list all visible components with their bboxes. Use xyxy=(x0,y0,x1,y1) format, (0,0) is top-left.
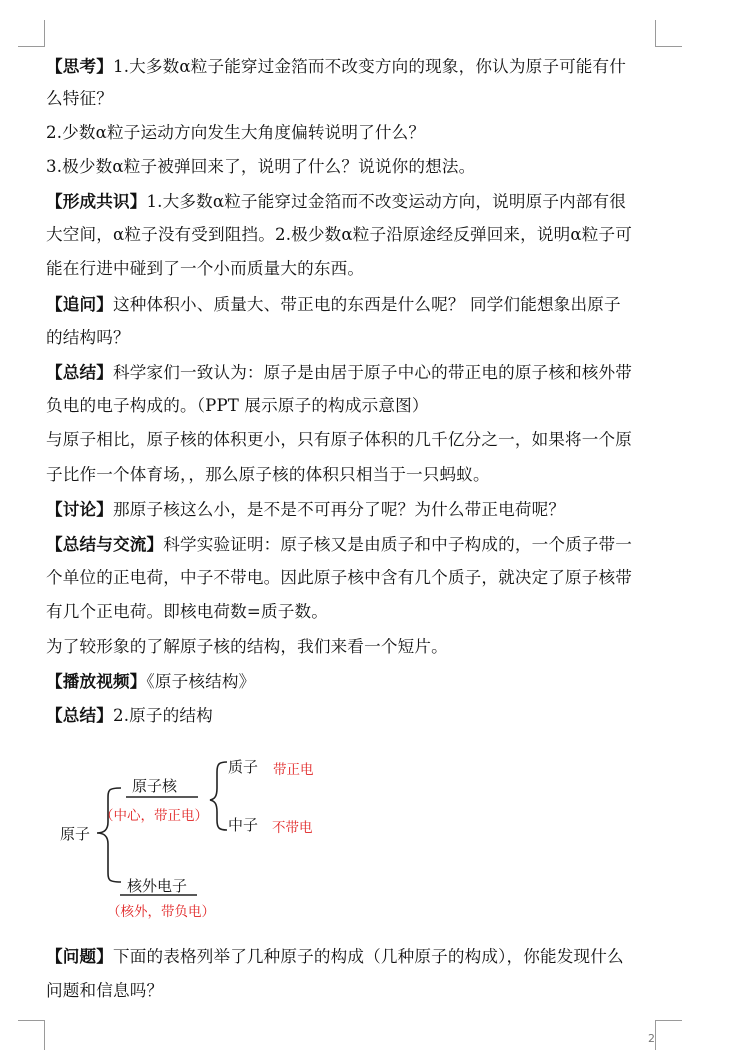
question-line-1 xyxy=(46,946,666,967)
exchange-line-1 xyxy=(46,534,666,555)
paragraph-text: 1.大多数α粒子能穿过金箔而不改变运动方向，说明原子内部有很 xyxy=(146,192,627,211)
root-brace xyxy=(97,788,121,882)
paragraph-text: 1.大多数α粒子能穿过金箔而不改变方向的现象，你认为原子可能有什 xyxy=(112,57,627,76)
paragraph-text: 科学家们一致认为：原子是由居于原子中心的带正电的原子核和核外带 xyxy=(112,363,633,382)
paragraph-tag: 【总结】 xyxy=(46,362,113,382)
paragraph-tag: 【播放视频】 xyxy=(46,671,147,691)
paragraph-text: 下面的表格列举了几种原子的构成（几种原子的构成），你能发现什么 xyxy=(112,947,624,966)
crop-mark-top-left xyxy=(18,20,45,47)
consensus-line-3: 能在行进中碰到了一个小而质量大的东西。 xyxy=(46,259,365,278)
crop-mark-bottom-left xyxy=(18,1020,45,1050)
diagram-nucleus: 原子核 xyxy=(132,777,178,795)
paragraph-tag: 【追问】 xyxy=(46,294,113,314)
followup-line-2: 的结构吗？ xyxy=(46,328,130,347)
paragraph-think-line-2: 么特征？ xyxy=(46,89,113,108)
exchange-line-3: 有几个正电荷。即核电荷数=质子数。 xyxy=(46,602,328,621)
summary-line-2: 负电的电子构成的。（PPT 展示原子的构成示意图） xyxy=(46,396,429,415)
question-3-line: 3.极少数α粒子被弹回来了，说明了什么？说说你的想法。 xyxy=(46,157,476,176)
consensus-line-1 xyxy=(46,191,666,212)
paragraph-tag: 【讨论】 xyxy=(46,499,113,519)
diagram-electron-note: （核外，带负电） xyxy=(107,904,215,920)
comparison-line-1: 与原子相比，原子核的体积更小，只有原子体积的几千亿分之一，如果将一个原 xyxy=(46,430,633,449)
paragraph-tag: 【问题】 xyxy=(46,946,113,966)
paragraph-text: 2.原子的结构 xyxy=(112,706,213,725)
comparison-line-2: 子比作一个体育场，，那么原子核的体积只相当于一只蚂蚁。 xyxy=(46,465,490,484)
page-number: 2 xyxy=(648,1032,655,1045)
followup-line-1 xyxy=(46,294,666,315)
paragraph-tag: 【形成共识】 xyxy=(46,191,147,211)
paragraph-text: 《原子核结构》 xyxy=(146,672,256,691)
play-video-line xyxy=(46,671,666,692)
diagram-neutron: 中子 xyxy=(228,816,259,834)
diagram-proton: 质子 xyxy=(228,758,259,776)
question-line-2: 问题和信息吗？ xyxy=(46,981,164,1000)
diagram-nucleus-note: （中心，带正电） xyxy=(100,808,208,824)
diagram-proton-note: 带正电 xyxy=(273,762,314,778)
discussion-line xyxy=(46,499,666,520)
paragraph-text: 那原子核这么小，是不是不可再分了呢？为什么带正电荷呢？ xyxy=(112,500,566,519)
consensus-line-2: 大空间，α粒子没有受到阻挡。2.极少数α粒子沿原途经反弹回来，说明α粒子可 xyxy=(46,225,632,244)
exchange-line-2: 个单位的正电荷，中子不带电。因此原子核中含有几个质子，就决定了原子核带 xyxy=(46,568,633,587)
summary-line-1 xyxy=(46,362,666,383)
question-2-line: 2.少数α粒子运动方向发生大角度偏转说明了什么？ xyxy=(46,123,426,142)
paragraph-think-line-1 xyxy=(46,56,666,77)
paragraph-tag: 【总结与交流】 xyxy=(46,534,164,554)
diagram-root-atom: 原子 xyxy=(60,825,91,843)
paragraph-tag: 【思考】 xyxy=(46,56,113,76)
nucleus-brace xyxy=(210,762,227,830)
paragraph-text: 这种体积小、质量大、带正电的东西是什么呢？ 同学们能想象出原子 xyxy=(112,295,621,314)
diagram-neutron-note: 不带电 xyxy=(272,820,313,836)
crop-mark-top-right xyxy=(655,20,682,47)
diagram-electron: 核外电子 xyxy=(127,877,188,895)
summary-2-line xyxy=(46,705,666,726)
paragraph-tag: 【总结】 xyxy=(46,705,113,725)
paragraph-text: 科学实验证明：原子核又是由质子和中子构成的，一个质子带一 xyxy=(163,535,633,554)
video-intro-line: 为了较形象的了解原子核的结构，我们来看一个短片。 xyxy=(46,637,448,656)
crop-mark-bottom-right xyxy=(655,1020,682,1050)
